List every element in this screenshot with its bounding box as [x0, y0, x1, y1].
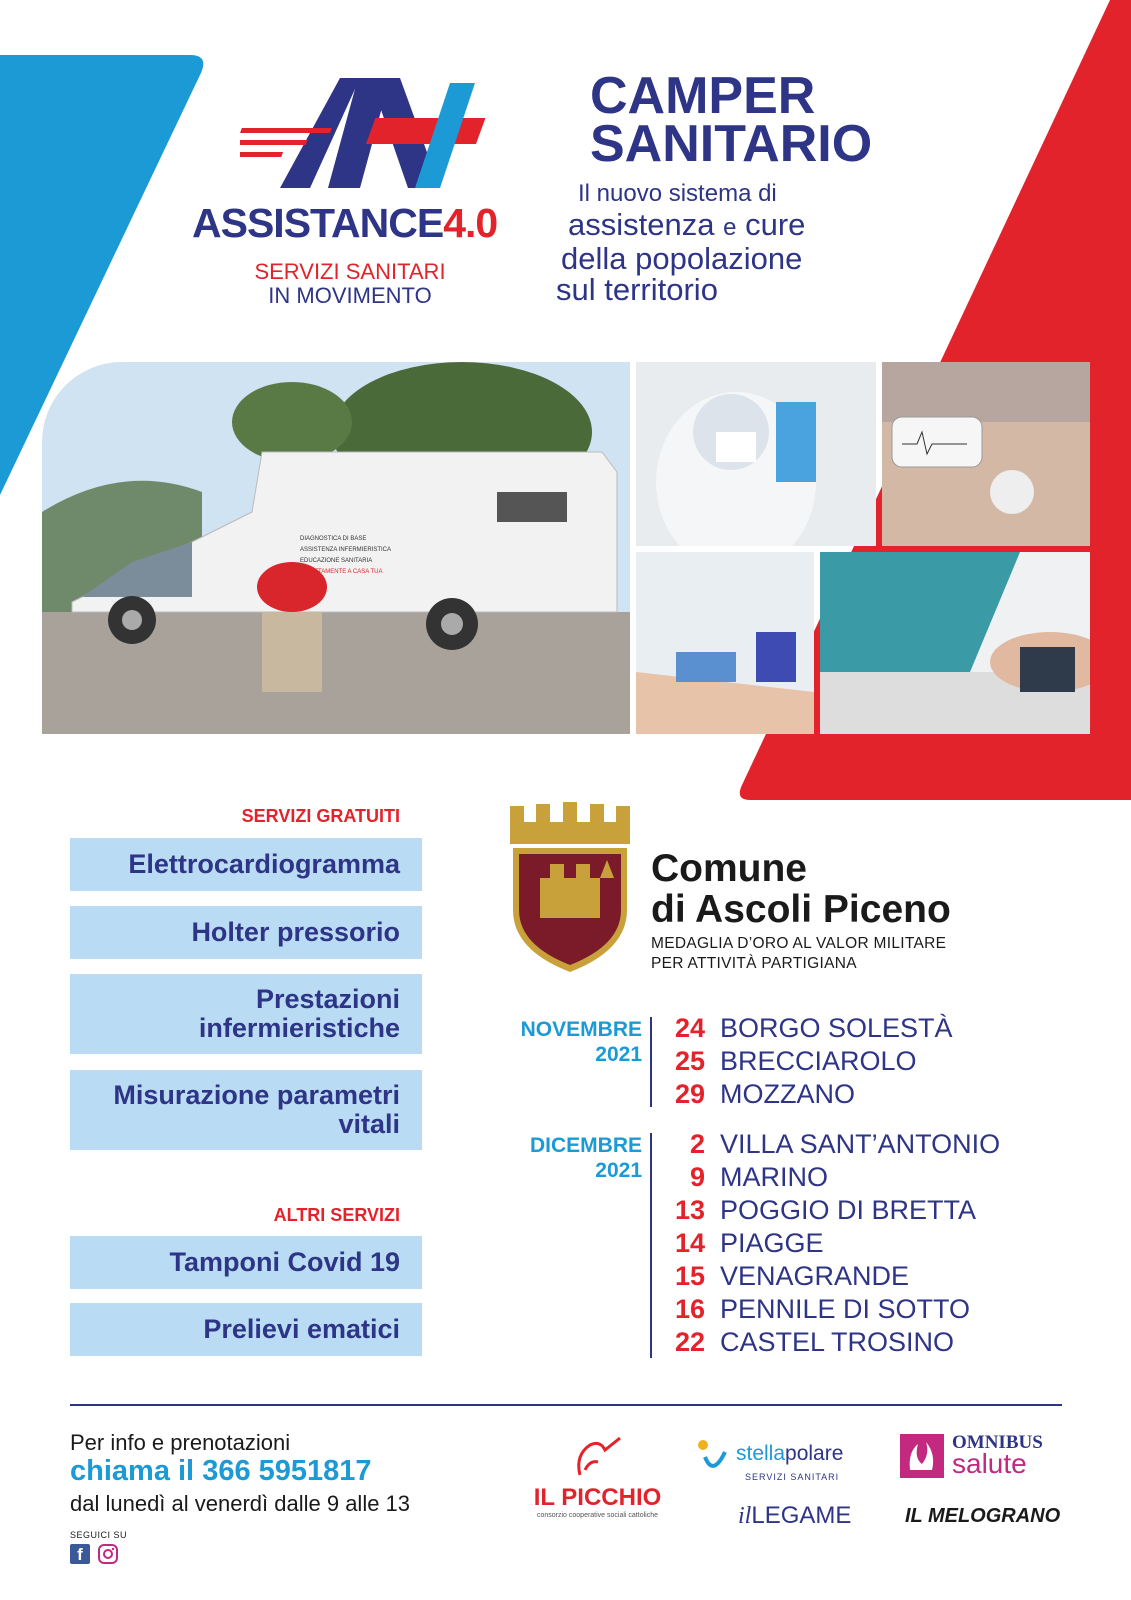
instagram-icon[interactable] — [98, 1544, 118, 1564]
blood-test-photo — [636, 552, 814, 734]
omnibus-logo-icon — [900, 1434, 944, 1478]
camper-photo — [42, 362, 630, 734]
page-title: CAMPER SANITARIO — [590, 67, 873, 173]
partner-il-legame: ilLEGAME — [738, 1502, 852, 1529]
follow-label: SEGUICI SU — [70, 1530, 128, 1540]
comune-name: Comune di Ascoli Piceno — [651, 847, 951, 931]
other-services-title: ALTRI SERVIZI — [273, 1205, 400, 1225]
service-vital-signs: Misurazione parametri vitali — [70, 1070, 422, 1150]
camper-side-text: DIAGNOSTICA DI BASE ASSISTENZA INFERMIERISTICA EDUCAZIONE SANITARIA DIRETTAMENTE A CASA TUA — [300, 536, 392, 575]
ascoli-crest-icon — [505, 800, 635, 975]
partner-stella-polare: stellapolare SERVIZI SANITARI — [690, 1432, 860, 1492]
free-services-title: SERVIZI GRATUITI — [241, 806, 400, 826]
november-divider — [650, 1017, 652, 1107]
partner-il-melograno: IL MELOGRANO — [905, 1505, 1061, 1527]
info-label: Per info e prenotazioni — [70, 1430, 291, 1455]
facebook-icon[interactable]: f — [70, 1544, 90, 1564]
service-holter: Holter pressorio — [70, 906, 422, 959]
ecg-device-photo — [882, 362, 1090, 546]
tagline: Il nuovo sistema di assistenza e cure della popolazione sul territorio — [556, 180, 806, 307]
december-divider — [650, 1133, 652, 1358]
stella-polare-logo-icon — [695, 1437, 731, 1482]
schedule-row: 13 POGGIO DI BRETTA — [674, 1195, 977, 1225]
schedule-row: 14 PIAGGE — [674, 1228, 824, 1258]
schedule-row: 24 BORGO SOLESTÀ — [674, 1013, 953, 1043]
phone-line: chiama il 366 5951817 — [70, 1455, 372, 1487]
blood-pressure-photo — [820, 552, 1090, 734]
covid-swab-photo — [636, 362, 876, 546]
assistance-logo-icon — [240, 78, 520, 198]
picchio-logo-icon — [570, 1430, 625, 1480]
service-ecg: Elettrocardiogramma — [70, 838, 422, 891]
service-blood-sample: Prelievi ematici — [70, 1303, 422, 1356]
phone-number[interactable]: 366 5951817 — [202, 1455, 372, 1487]
service-nursing: Prestazioni infermieristiche — [70, 974, 422, 1054]
schedule-row: 29 MOZZANO — [674, 1079, 855, 1109]
schedule-row: 25 BRECCIAROLO — [674, 1046, 917, 1076]
schedule-row: 2 VILLA SANT’ANTONIO — [689, 1129, 1001, 1159]
november-list — [660, 1012, 953, 1111]
month-december: DICEMBRE 2021 — [529, 1134, 642, 1182]
partner-omnibus-salute: OMNIBUS salute — [900, 1432, 1060, 1482]
brand-subtitle: SERVIZI SANITARI IN MOVIMENTO — [254, 259, 446, 308]
service-covid-swab: Tamponi Covid 19 — [70, 1236, 422, 1289]
schedule-row: 9 MARINO — [689, 1162, 828, 1192]
schedule-row: 16 PENNILE DI SOTTO — [674, 1294, 971, 1324]
month-november: NOVEMBRE 2021 — [520, 1018, 642, 1066]
schedule-row: 22 CASTEL TROSINO — [674, 1327, 955, 1357]
december-list — [660, 1128, 1000, 1359]
schedule-row: 15 VENAGRANDE — [674, 1261, 910, 1291]
partner-il-picchio: IL PICCHIO consorzio cooperative sociali cattoliche — [525, 1430, 670, 1530]
brand-name: ASSISTANCE4.0 — [192, 200, 498, 246]
footer-divider — [70, 1404, 1062, 1406]
comune-subtitle: MEDAGLIA D’ORO AL VALOR MILITARE PER ATTIVITÀ PARTIGIANA — [651, 935, 947, 972]
opening-hours: dal lunedì al venerdì dalle 9 alle 13 — [70, 1491, 411, 1516]
